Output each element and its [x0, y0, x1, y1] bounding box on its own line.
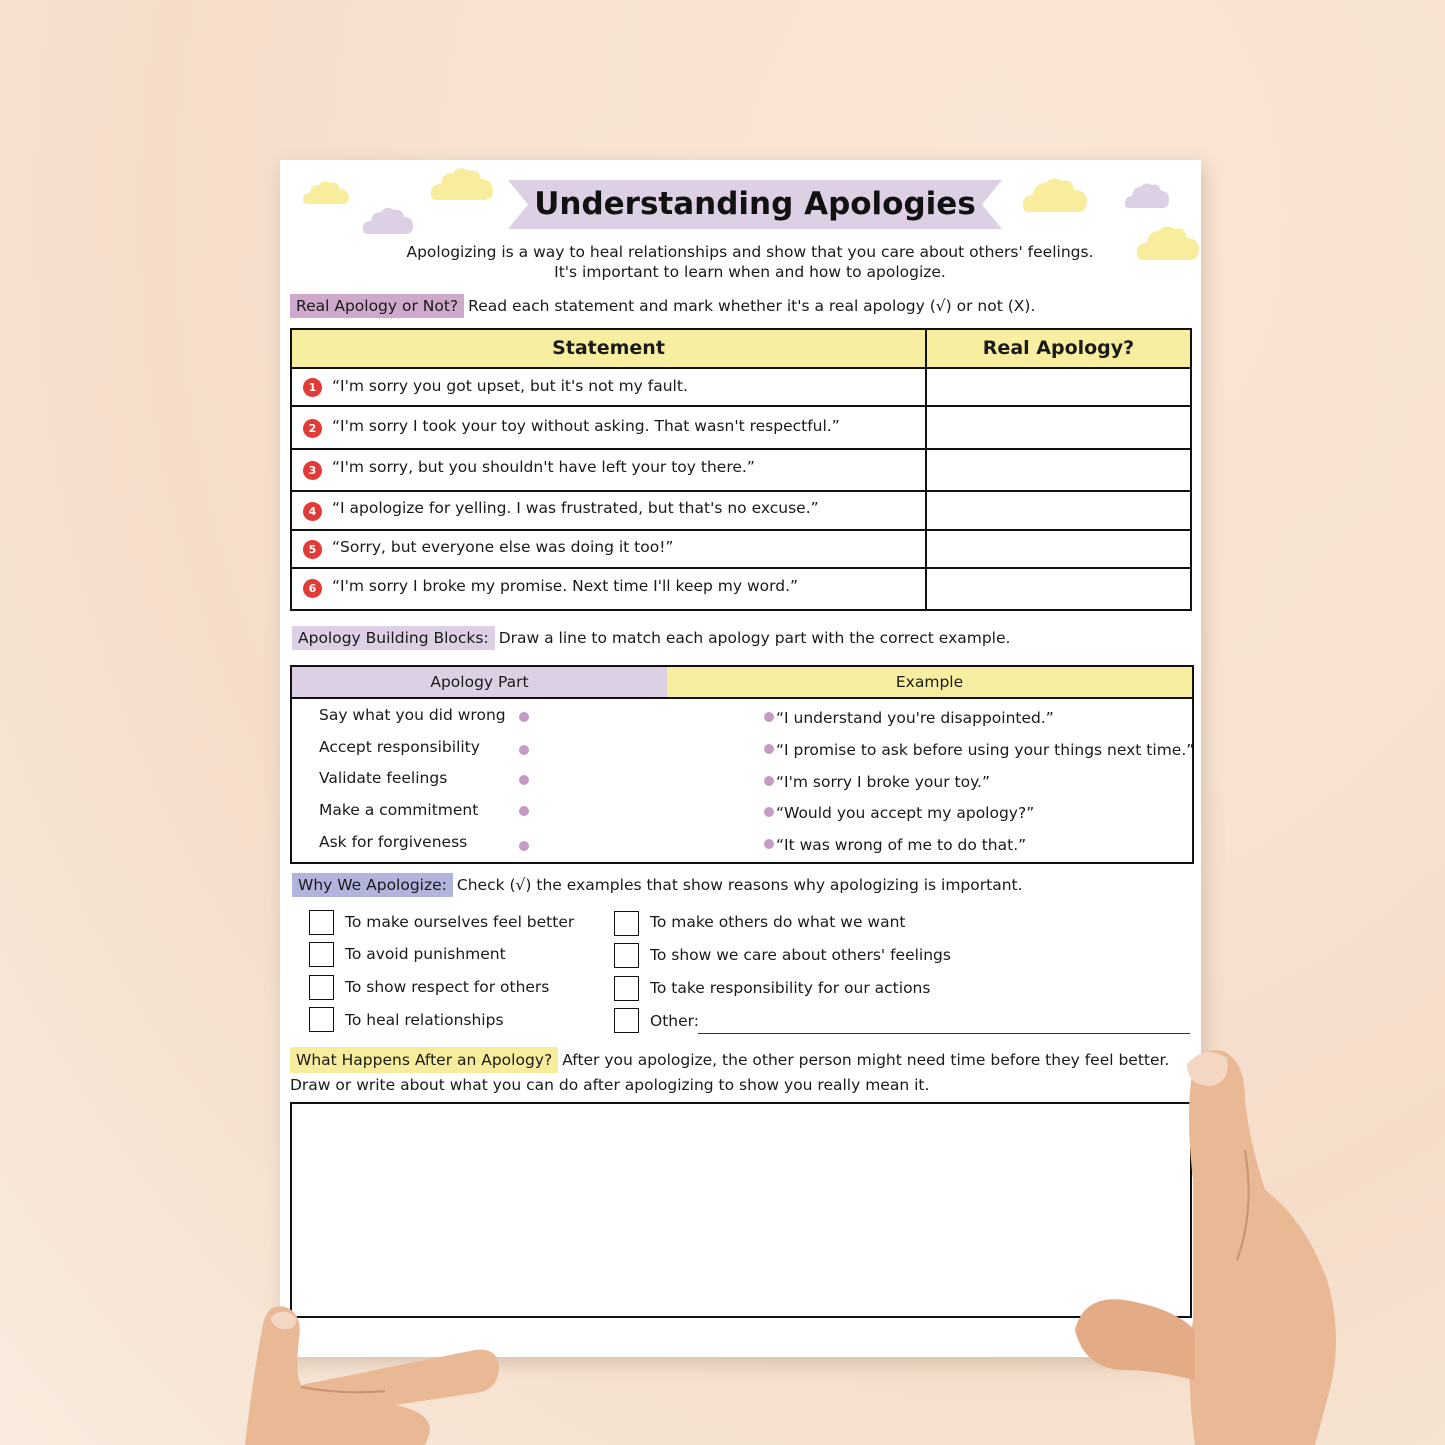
checkbox[interactable] — [614, 911, 639, 936]
checkbox-label: To make ourselves feel better — [345, 913, 575, 931]
answer-cell[interactable] — [927, 492, 1190, 531]
checkbox-label: To take responsibility for our actions — [650, 979, 931, 997]
checkbox-label: To show we care about others' feelings — [650, 946, 951, 964]
cloud-icon — [1022, 174, 1088, 214]
checkbox-label: To show respect for others — [345, 978, 550, 996]
checkbox-label: To avoid punishment — [345, 945, 506, 963]
number-badge: 4 — [303, 502, 322, 521]
match-dot-right[interactable] — [764, 776, 774, 786]
apology-part: Make a commitment — [319, 801, 479, 819]
column-header-example: Example — [667, 667, 1192, 699]
checkbox[interactable] — [614, 1008, 639, 1033]
number-badge: 5 — [303, 540, 322, 559]
section-tag: Apology Building Blocks: — [292, 626, 495, 650]
left-hand-image — [205, 1295, 505, 1445]
page-title: Understanding Apologies — [534, 186, 976, 222]
section-building-blocks-heading — [292, 626, 1010, 650]
cloud-icon — [430, 164, 494, 202]
checkbox[interactable] — [309, 942, 334, 967]
checkbox[interactable] — [614, 976, 639, 1001]
statement-text: “I'm sorry you got upset, but it's not my fault. — [332, 377, 688, 395]
match-dot-right[interactable] — [764, 712, 774, 722]
section-real-apology-heading — [290, 294, 1035, 318]
match-dot-left[interactable] — [519, 745, 529, 755]
matching-table — [290, 665, 1194, 864]
table-row — [292, 405, 1190, 450]
apology-part: Accept responsibility — [319, 738, 480, 756]
section-instruction: After you apologize, the other person might need time before they feel better. Draw or write about what you can do after apologizing to show you really mean it. — [290, 1051, 1170, 1094]
checkbox-label: To heal relationships — [345, 1011, 504, 1029]
statement-text: “Sorry, but everyone else was doing it too!” — [332, 538, 674, 556]
section-tag: What Happens After an Apology? — [290, 1047, 558, 1073]
example-text: “It was wrong of me to do that.” — [776, 836, 1027, 854]
apology-part: Validate feelings — [319, 769, 448, 787]
table-row — [292, 367, 1190, 407]
section-instruction: Check (√) the examples that show reasons why apologizing is important. — [456, 876, 1023, 894]
table-header — [292, 330, 1190, 369]
intro-line: It's important to learn when and how to apologize. — [554, 263, 946, 281]
statement-text: “I apologize for yelling. I was frustrated, but that's no excuse.” — [332, 499, 819, 517]
cloud-icon — [302, 178, 350, 206]
real-apology-table — [290, 328, 1192, 611]
statement-text: “I'm sorry, but you shouldn't have left your toy there.” — [332, 458, 755, 476]
cloud-icon — [362, 204, 414, 236]
answer-cell[interactable] — [927, 569, 1190, 611]
table-row — [292, 567, 1190, 611]
match-dot-left[interactable] — [519, 806, 529, 816]
table-row — [292, 529, 1190, 569]
checkbox[interactable] — [614, 943, 639, 968]
other-answer-line[interactable] — [698, 1033, 1190, 1034]
answer-cell[interactable] — [927, 450, 1190, 492]
column-header-apology-part: Apology Part — [292, 667, 667, 699]
intro-text — [280, 242, 1220, 282]
intro-line: Apologizing is a way to heal relationships and show that you care about others' feelings. — [406, 243, 1094, 261]
statement-text: “I'm sorry I took your toy without asking. That wasn't respectful.” — [332, 417, 840, 435]
section-instruction: Draw a line to match each apology part with the correct example. — [498, 629, 1011, 647]
table-row — [292, 448, 1190, 492]
answer-cell[interactable] — [927, 531, 1190, 569]
example-text: “I promise to ask before using your things next time.” — [776, 741, 1195, 759]
column-header-real-apology: Real Apology? — [982, 337, 1135, 359]
section-after-apology-heading — [290, 1047, 1170, 1097]
column-header-statement: Statement — [552, 337, 665, 359]
match-dot-right[interactable] — [764, 807, 774, 817]
number-badge: 1 — [303, 378, 322, 397]
match-dot-left[interactable] — [519, 712, 529, 722]
number-badge: 6 — [303, 579, 322, 598]
match-dot-right[interactable] — [764, 839, 774, 849]
cloud-icon — [1124, 180, 1170, 210]
section-tag: Real Apology or Not? — [290, 294, 464, 318]
answer-cell[interactable] — [927, 407, 1190, 450]
checkbox[interactable] — [309, 1007, 334, 1032]
drawing-area[interactable] — [290, 1102, 1192, 1318]
section-why-apologize-heading — [292, 873, 1023, 897]
example-text: “Would you accept my apology?” — [776, 804, 1035, 822]
apology-part: Ask for forgiveness — [319, 833, 468, 851]
checkbox[interactable] — [309, 975, 334, 1000]
match-dot-right[interactable] — [764, 744, 774, 754]
number-badge: 2 — [303, 419, 322, 438]
statement-text: “I'm sorry I broke my promise. Next time I'll keep my word.” — [332, 577, 799, 595]
match-dot-left[interactable] — [519, 841, 529, 851]
table-row — [292, 490, 1190, 531]
worksheet-page — [280, 160, 1201, 1357]
match-dot-left[interactable] — [519, 775, 529, 785]
example-text: “I understand you're disappointed.” — [776, 709, 1054, 727]
example-text: “I'm sorry I broke your toy.” — [776, 773, 991, 791]
apology-part: Say what you did wrong — [319, 706, 506, 724]
answer-cell[interactable] — [927, 369, 1190, 407]
checkbox[interactable] — [309, 910, 334, 935]
checkbox-label: Other: — [650, 1012, 699, 1030]
right-hand-image — [1065, 1040, 1355, 1445]
section-instruction: Read each statement and mark whether it's a real apology (√) or not (X). — [468, 297, 1036, 315]
number-badge: 3 — [303, 461, 322, 480]
checkbox-label: To make others do what we want — [650, 913, 906, 931]
section-tag: Why We Apologize: — [292, 873, 453, 897]
